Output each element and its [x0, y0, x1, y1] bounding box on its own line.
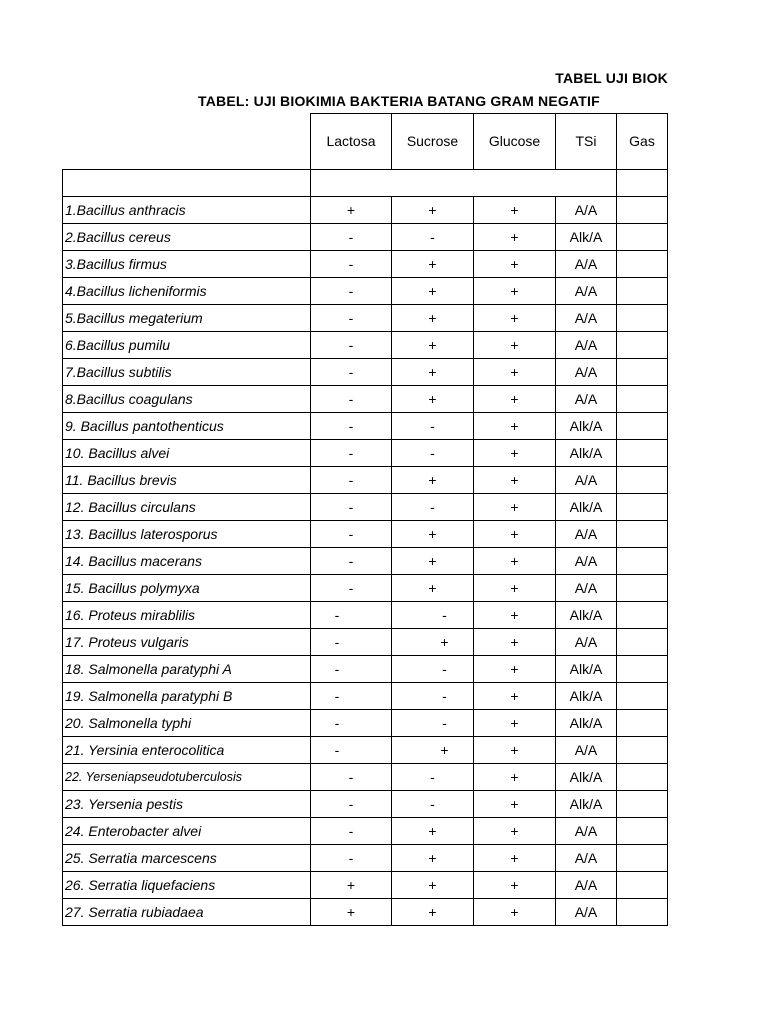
lactosa-cell: - [311, 575, 392, 602]
table-row [63, 629, 668, 656]
table-row [63, 197, 668, 224]
bacteria-name: 5.Bacillus megaterium [63, 305, 311, 332]
lactosa-value: - [334, 634, 340, 650]
bacteria-name: 22. Yerseniapseudotuberculosis [63, 764, 311, 791]
tsi-cell: A/A [556, 737, 617, 764]
gas-cell [617, 656, 668, 683]
glucose-cell: + [474, 629, 556, 656]
sucrose-cell: - [392, 224, 474, 251]
tsi-cell: Alk/A [556, 440, 617, 467]
tsi-cell: A/A [556, 251, 617, 278]
sucrose-cell: - [392, 413, 474, 440]
bacteria-name: 2.Bacillus cereus [63, 224, 311, 251]
table-row [63, 332, 668, 359]
glucose-cell: + [474, 683, 556, 710]
gas-cell [617, 683, 668, 710]
table-row [63, 359, 668, 386]
table-row [63, 656, 668, 683]
lactosa-cell [311, 683, 392, 710]
sucrose-cell: + [392, 818, 474, 845]
sucrose-value: + [440, 742, 449, 758]
sucrose-cell: + [392, 845, 474, 872]
tsi-cell: A/A [556, 548, 617, 575]
table-row [63, 710, 668, 737]
bacteria-name: 19. Salmonella paratyphi B [63, 683, 311, 710]
glucose-cell: + [474, 359, 556, 386]
glucose-cell: + [474, 440, 556, 467]
sucrose-cell: + [392, 359, 474, 386]
lactosa-cell: - [311, 386, 392, 413]
biochem-table [62, 113, 668, 926]
lactosa-cell: - [311, 548, 392, 575]
gas-cell [617, 305, 668, 332]
sucrose-cell [392, 602, 474, 629]
tsi-cell: Alk/A [556, 413, 617, 440]
header-lactosa: Lactosa [311, 114, 392, 170]
sucrose-cell: + [392, 521, 474, 548]
sucrose-cell: + [392, 386, 474, 413]
gas-cell [617, 359, 668, 386]
lactosa-value: - [334, 661, 340, 677]
sucrose-cell: + [392, 197, 474, 224]
bacteria-name: 23. Yersenia pestis [63, 791, 311, 818]
glucose-cell: + [474, 710, 556, 737]
bacteria-name: 18. Salmonella paratyphi A [63, 656, 311, 683]
lactosa-cell: + [311, 197, 392, 224]
tsi-cell: A/A [556, 845, 617, 872]
glucose-cell: + [474, 575, 556, 602]
table-row [63, 278, 668, 305]
lactosa-cell: - [311, 521, 392, 548]
gas-cell [617, 413, 668, 440]
lactosa-cell [311, 602, 392, 629]
glucose-cell: + [474, 197, 556, 224]
bacteria-name: 14. Bacillus macerans [63, 548, 311, 575]
bacteria-name: 1.Bacillus anthracis [63, 197, 311, 224]
table-row [63, 683, 668, 710]
table-row [63, 224, 668, 251]
sucrose-value: + [440, 634, 449, 650]
table-row [63, 737, 668, 764]
gas-cell [617, 845, 668, 872]
bacteria-name: 13. Bacillus laterosporus [63, 521, 311, 548]
table-row [63, 251, 668, 278]
lactosa-cell: - [311, 224, 392, 251]
tsi-cell: Alk/A [556, 710, 617, 737]
tsi-cell: A/A [556, 575, 617, 602]
tsi-cell: Alk/A [556, 791, 617, 818]
gas-cell [617, 629, 668, 656]
bacteria-name: 26. Serratia liquefaciens [63, 872, 311, 899]
glucose-cell: + [474, 791, 556, 818]
bacteria-name: 25. Serratia marcescens [63, 845, 311, 872]
bacteria-name: 6.Bacillus pumilu [63, 332, 311, 359]
bacteria-name: 7.Bacillus subtilis [63, 359, 311, 386]
tsi-cell: A/A [556, 386, 617, 413]
table-row [63, 386, 668, 413]
glucose-cell: + [474, 818, 556, 845]
tsi-cell: A/A [556, 278, 617, 305]
sucrose-cell: + [392, 899, 474, 926]
tsi-cell: A/A [556, 899, 617, 926]
gas-cell [617, 872, 668, 899]
lactosa-cell: - [311, 494, 392, 521]
bacteria-name: 4.Bacillus licheniformis [63, 278, 311, 305]
lactosa-cell [311, 629, 392, 656]
header-glucose: Glucose [474, 114, 556, 170]
table-row [63, 764, 668, 791]
tsi-cell: Alk/A [556, 683, 617, 710]
lactosa-cell: - [311, 251, 392, 278]
spacer-cell [311, 170, 617, 197]
table-row [63, 791, 668, 818]
sucrose-cell: + [392, 251, 474, 278]
sucrose-cell: + [392, 305, 474, 332]
lactosa-cell: - [311, 440, 392, 467]
sucrose-cell [392, 710, 474, 737]
glucose-cell: + [474, 845, 556, 872]
lactosa-cell: - [311, 845, 392, 872]
sucrose-cell [392, 656, 474, 683]
bacteria-name: 21. Yersinia enterocolitica [63, 737, 311, 764]
gas-cell [617, 467, 668, 494]
table-row [63, 440, 668, 467]
tsi-cell: Alk/A [556, 656, 617, 683]
header-blank [63, 114, 311, 170]
bacteria-name: 15. Bacillus polymyxa [63, 575, 311, 602]
glucose-cell: + [474, 548, 556, 575]
table-row [63, 899, 668, 926]
glucose-cell: + [474, 521, 556, 548]
bacteria-name: 27. Serratia rubiadaea [63, 899, 311, 926]
lactosa-cell: + [311, 899, 392, 926]
lactosa-cell: - [311, 359, 392, 386]
bacteria-name: 24. Enterobacter alvei [63, 818, 311, 845]
lactosa-cell: - [311, 467, 392, 494]
glucose-cell: + [474, 494, 556, 521]
sucrose-cell: - [392, 494, 474, 521]
glucose-cell: + [474, 764, 556, 791]
sucrose-cell: + [392, 575, 474, 602]
gas-cell [617, 575, 668, 602]
sucrose-value: - [442, 688, 447, 704]
tsi-cell: A/A [556, 359, 617, 386]
sucrose-value: - [442, 607, 447, 623]
page-title: TABEL: UJI BIOKIMIA BAKTERIA BATANG GRAM NEGATIF [198, 93, 600, 109]
glucose-cell: + [474, 872, 556, 899]
tsi-cell: Alk/A [556, 602, 617, 629]
lactosa-cell: - [311, 764, 392, 791]
bacteria-name: 16. Proteus mirablilis [63, 602, 311, 629]
bacteria-name: 11. Bacillus brevis [63, 467, 311, 494]
glucose-cell: + [474, 386, 556, 413]
gas-cell [617, 278, 668, 305]
page-title-top: TABEL UJI BIOK [555, 70, 668, 86]
tsi-cell: A/A [556, 467, 617, 494]
sucrose-cell [392, 737, 474, 764]
gas-cell [617, 548, 668, 575]
lactosa-cell [311, 737, 392, 764]
sucrose-cell: - [392, 764, 474, 791]
sucrose-cell: - [392, 440, 474, 467]
sucrose-cell: + [392, 548, 474, 575]
table-row [63, 494, 668, 521]
tsi-cell: A/A [556, 332, 617, 359]
tsi-cell: A/A [556, 872, 617, 899]
sucrose-value: - [442, 715, 447, 731]
bacteria-name: 12. Bacillus circulans [63, 494, 311, 521]
bacteria-name: 20. Salmonella typhi [63, 710, 311, 737]
tsi-cell: A/A [556, 197, 617, 224]
sucrose-cell: + [392, 278, 474, 305]
lactosa-cell: - [311, 278, 392, 305]
bacteria-name: 9. Bacillus pantothenticus [63, 413, 311, 440]
lactosa-cell: - [311, 791, 392, 818]
lactosa-value: - [334, 607, 340, 623]
tsi-cell: A/A [556, 521, 617, 548]
tsi-cell: Alk/A [556, 764, 617, 791]
tsi-cell: A/A [556, 818, 617, 845]
glucose-cell: + [474, 224, 556, 251]
sucrose-cell [392, 629, 474, 656]
glucose-cell: + [474, 251, 556, 278]
glucose-cell: + [474, 899, 556, 926]
tsi-cell: A/A [556, 305, 617, 332]
spacer-cell [617, 170, 668, 197]
gas-cell [617, 791, 668, 818]
lactosa-cell: - [311, 818, 392, 845]
lactosa-cell: - [311, 332, 392, 359]
glucose-cell: + [474, 656, 556, 683]
gas-cell [617, 737, 668, 764]
gas-cell [617, 224, 668, 251]
table-row [63, 872, 668, 899]
spacer-row [63, 170, 668, 197]
gas-cell [617, 386, 668, 413]
sucrose-cell: + [392, 332, 474, 359]
sucrose-cell: + [392, 872, 474, 899]
glucose-cell: + [474, 413, 556, 440]
header-sucrose: Sucrose [392, 114, 474, 170]
tsi-cell: Alk/A [556, 224, 617, 251]
gas-cell [617, 710, 668, 737]
glucose-cell: + [474, 602, 556, 629]
bacteria-name: 17. Proteus vulgaris [63, 629, 311, 656]
table-row [63, 548, 668, 575]
lactosa-value: - [334, 742, 340, 758]
bacteria-name: 8.Bacillus coagulans [63, 386, 311, 413]
gas-cell [617, 251, 668, 278]
table-row [63, 413, 668, 440]
lactosa-cell: - [311, 413, 392, 440]
tsi-cell: A/A [556, 629, 617, 656]
table-row [63, 305, 668, 332]
bacteria-name: 10. Bacillus alvei [63, 440, 311, 467]
sucrose-cell: - [392, 791, 474, 818]
table-row [63, 845, 668, 872]
lactosa-cell: + [311, 872, 392, 899]
spacer-cell [63, 170, 311, 197]
table-row [63, 467, 668, 494]
table-row [63, 521, 668, 548]
bacteria-name: 3.Bacillus firmus [63, 251, 311, 278]
gas-cell [617, 197, 668, 224]
lactosa-value: - [334, 715, 340, 731]
glucose-cell: + [474, 305, 556, 332]
sucrose-cell [392, 683, 474, 710]
glucose-cell: + [474, 278, 556, 305]
lactosa-value: - [334, 688, 340, 704]
lactosa-cell: - [311, 305, 392, 332]
header-tsi: TSi [556, 114, 617, 170]
header-row [63, 114, 668, 170]
lactosa-cell [311, 656, 392, 683]
sucrose-cell: + [392, 467, 474, 494]
gas-cell [617, 818, 668, 845]
glucose-cell: + [474, 737, 556, 764]
header-gas: Gas [617, 114, 668, 170]
lactosa-cell [311, 710, 392, 737]
table-row [63, 602, 668, 629]
gas-cell [617, 899, 668, 926]
gas-cell [617, 764, 668, 791]
sucrose-value: - [442, 661, 447, 677]
table-row [63, 575, 668, 602]
gas-cell [617, 440, 668, 467]
gas-cell [617, 494, 668, 521]
table-row [63, 818, 668, 845]
glucose-cell: + [474, 467, 556, 494]
tsi-cell: Alk/A [556, 494, 617, 521]
gas-cell [617, 332, 668, 359]
glucose-cell: + [474, 332, 556, 359]
gas-cell [617, 521, 668, 548]
gas-cell [617, 602, 668, 629]
